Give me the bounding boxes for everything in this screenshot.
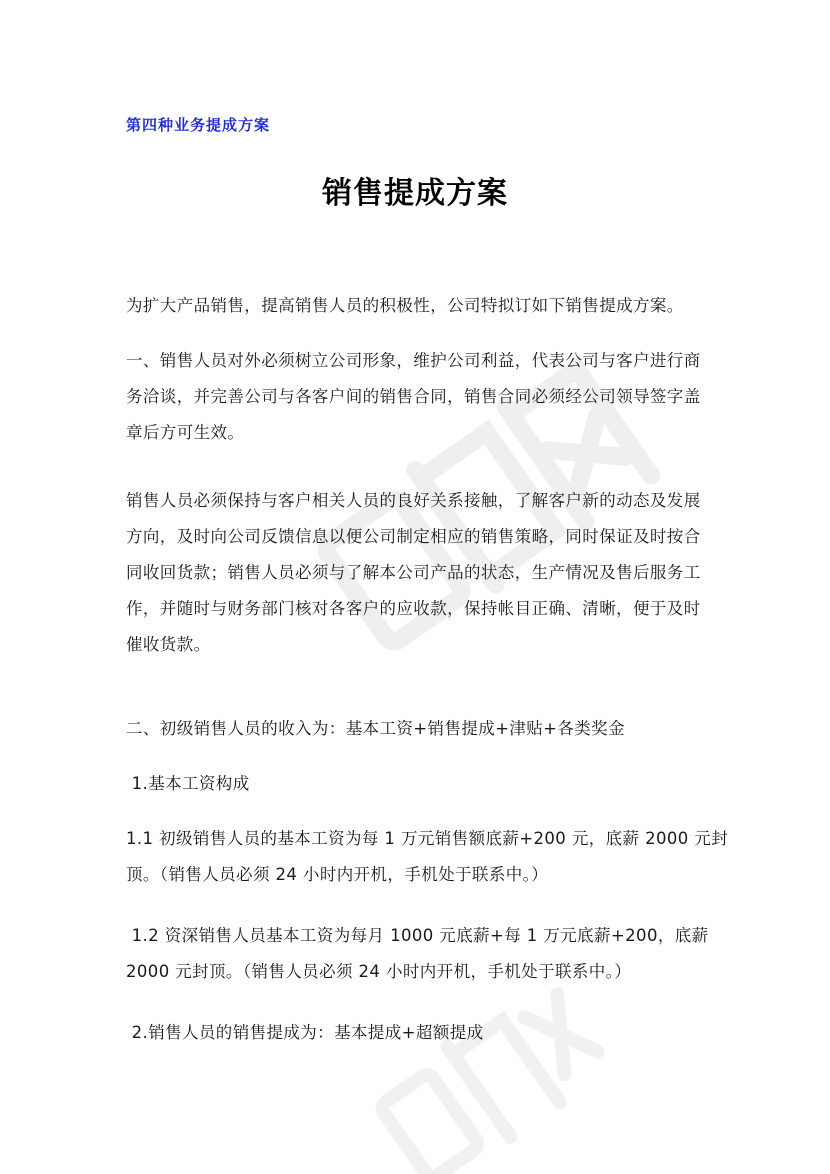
paragraph-line: 2000 元封顶。（销售人员必须 24 小时内开机，手机处于联系中。） — [126, 962, 632, 981]
section-2-heading — [126, 711, 698, 747]
sales-duties-paragraph — [126, 483, 701, 663]
paragraph-line: 顶。（销售人员必须 24 小时内开机，手机处于联系中。） — [126, 865, 549, 884]
paragraph-line: 一、销售人员对外必须树立公司形象，维护公司利益，代表公司与客户进行商 — [126, 351, 701, 370]
paragraph-line: 方向，及时向公司反馈信息以便公司制定相应的销售策略，同时保证及时按合 — [126, 527, 701, 546]
paragraph-line: 1.1 初级销售人员的基本工资为每 1 万元销售额底薪+200 元，底薪 2000 元封 — [126, 829, 729, 848]
paragraph-line: 1.2 资深销售人员基本工资为每月 1000 元底薪+每 1 万元底薪+200，底薪 — [126, 926, 709, 945]
paragraph-line: 作，并随时与财务部门核对各客户的应收款，保持帐目正确、清晰，便于及时 — [126, 599, 701, 618]
paragraph-line: 务洽谈，并完善公司与各客户间的销售合同，销售合同必须经公司领导签字盖 — [126, 387, 701, 406]
paragraph-line: 章后方可生效。 — [126, 423, 245, 442]
item-1-2-paragraph — [126, 918, 709, 990]
item-2-heading — [126, 1015, 698, 1051]
document-title: 销售提成方案 — [322, 176, 508, 211]
paragraph-line: 同收回货款；销售人员必须与了解本公司产品的状态，生产情况及售后服务工 — [126, 563, 701, 582]
paragraph-line: 销售人员必须保持与客户相关人员的良好关系接触，了解客户新的动态及发展 — [126, 491, 701, 510]
item-1-1-paragraph — [126, 821, 729, 893]
document-subtitle: 第四种业务提成方案 — [126, 116, 271, 134]
paragraph-line: 二、初级销售人员的收入为：基本工资+销售提成+津贴+各类奖金 — [126, 719, 625, 738]
item-1-heading — [126, 766, 698, 802]
paragraph-line: 1.基本工资构成 — [126, 774, 250, 793]
intro-paragraph — [126, 288, 698, 324]
section-1-paragraph — [126, 343, 701, 451]
watermark-icon — [360, 980, 620, 1174]
paragraph-line: 为扩大产品销售，提高销售人员的积极性，公司特拟订如下销售提成方案。 — [126, 296, 684, 315]
paragraph-line: 催收货款。 — [126, 635, 211, 654]
paragraph-line: 2.销售人员的销售提成为：基本提成+超额提成 — [126, 1023, 484, 1042]
